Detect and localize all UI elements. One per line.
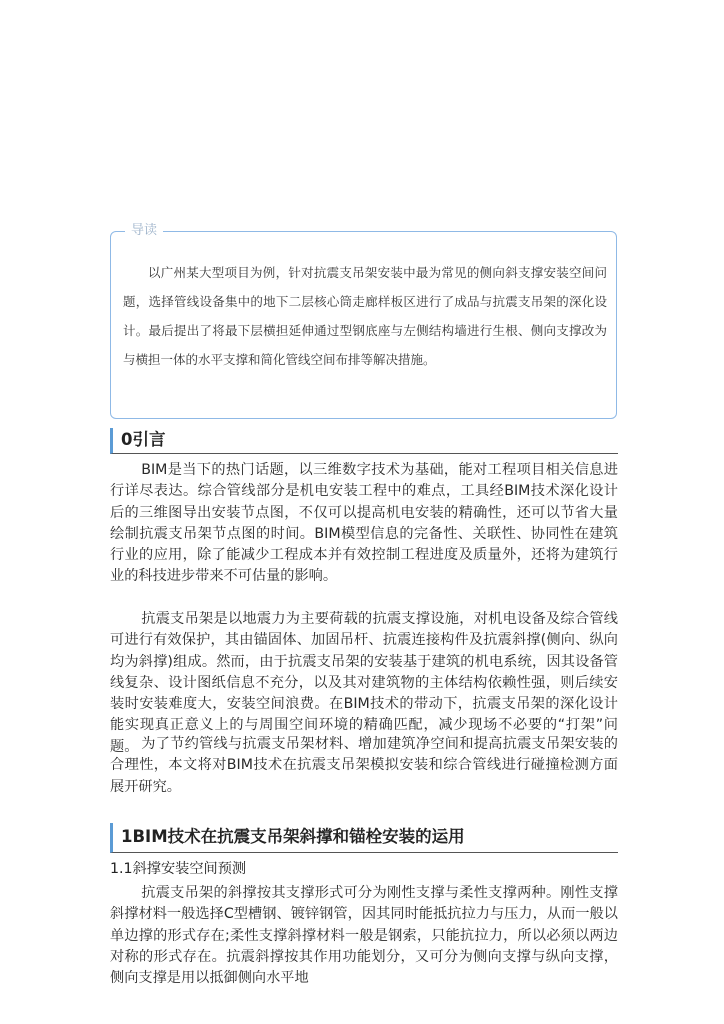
section-1-heading: 1BIM技术在抗震支吊架斜撑和锚栓安装的运用 (110, 823, 618, 853)
section-0-paragraph-3: 为了节约管线与抗震支吊架材料、增加建筑净空间和提高抗震支吊架安装的合理性，本文将对BIM技术在抗震支吊架模拟安装和综合管线进行碰撞检测方面展开研究。 (110, 736, 618, 795)
guide-text: 以广州某大型项目为例，针对抗震支吊架安装中最为常见的侧向斜支撑安装空间问题，选择管线设备集中的地下二层核心筒走廊样板区进行了成品与抗震支吊架的深化设计。最后提出了将最下层横担延伸通过型钢底座与左侧结构墙进行生根、侧向支撑改为与横担一体的水平支撑和简化管线空间布排等解决措施。 (123, 265, 607, 367)
section-1-paragraph: 抗震支吊架的斜撑按其支撑形式可分为刚性支撑与柔性支撑两种。刚性支撑斜撑材料一般选择C型槽钢、镀锌钢管，因其同时能抵抗拉力与压力，从而一般以单边撑的形式存在;柔性支撑斜撑材料一般是钢索，只能抗拉力，所以必须以两边对称的形式存在。抗震斜撑按其作用功能划分，又可分为侧向支撑与纵向支撑，侧向支撑是用以抵御侧向水平地 (110, 885, 618, 987)
guide-label: 导读 (125, 222, 163, 240)
section-0-paragraph-2: 抗震支吊架是以地震力为主要荷载的抗震支撑设施，对机电设备及综合管线可进行有效保护，其由锚固体、加固吊杆、抗震连接构件及抗震斜撑(侧向、纵向均为斜撑)组成。然而，由于抗震支吊架的安装基于建筑的机电系统，因其设备管线复杂、设计图纸信息不充分，以及其对建筑物的主体结构依赖性强，则后续安装时安装难度大，安装空间浪费。在BIM技术的带动下，抗震支吊架的深化设计能实现真正意义上的与周围空间环境的精确匹配，减少现场不必要的“打架”问题。 (110, 611, 618, 755)
guide-box (110, 223, 617, 419)
section-0-paragraph-1: BIM是当下的热门话题，以三维数字技术为基础，能对工程项目相关信息进行详尽表达。综合管线部分是机电安装工程中的难点，工具经BIM技术深化设计后的三维图导出安装节点图，不仅可以提高机电安装的精确性，还可以节省大量绘制抗震支吊架节点图的时间。BIM模型信息的完备性、关联性、协同性在建筑行业的应用，除了能减少工程成本并有效控制工程进度及质量外，还将为建筑行业的科技进步带来不可估量的影响。 (110, 462, 618, 585)
subsection-1-1-heading: 1.1斜撑安装空间预测 (110, 861, 247, 877)
section-0-heading: 0引言 (110, 428, 618, 454)
